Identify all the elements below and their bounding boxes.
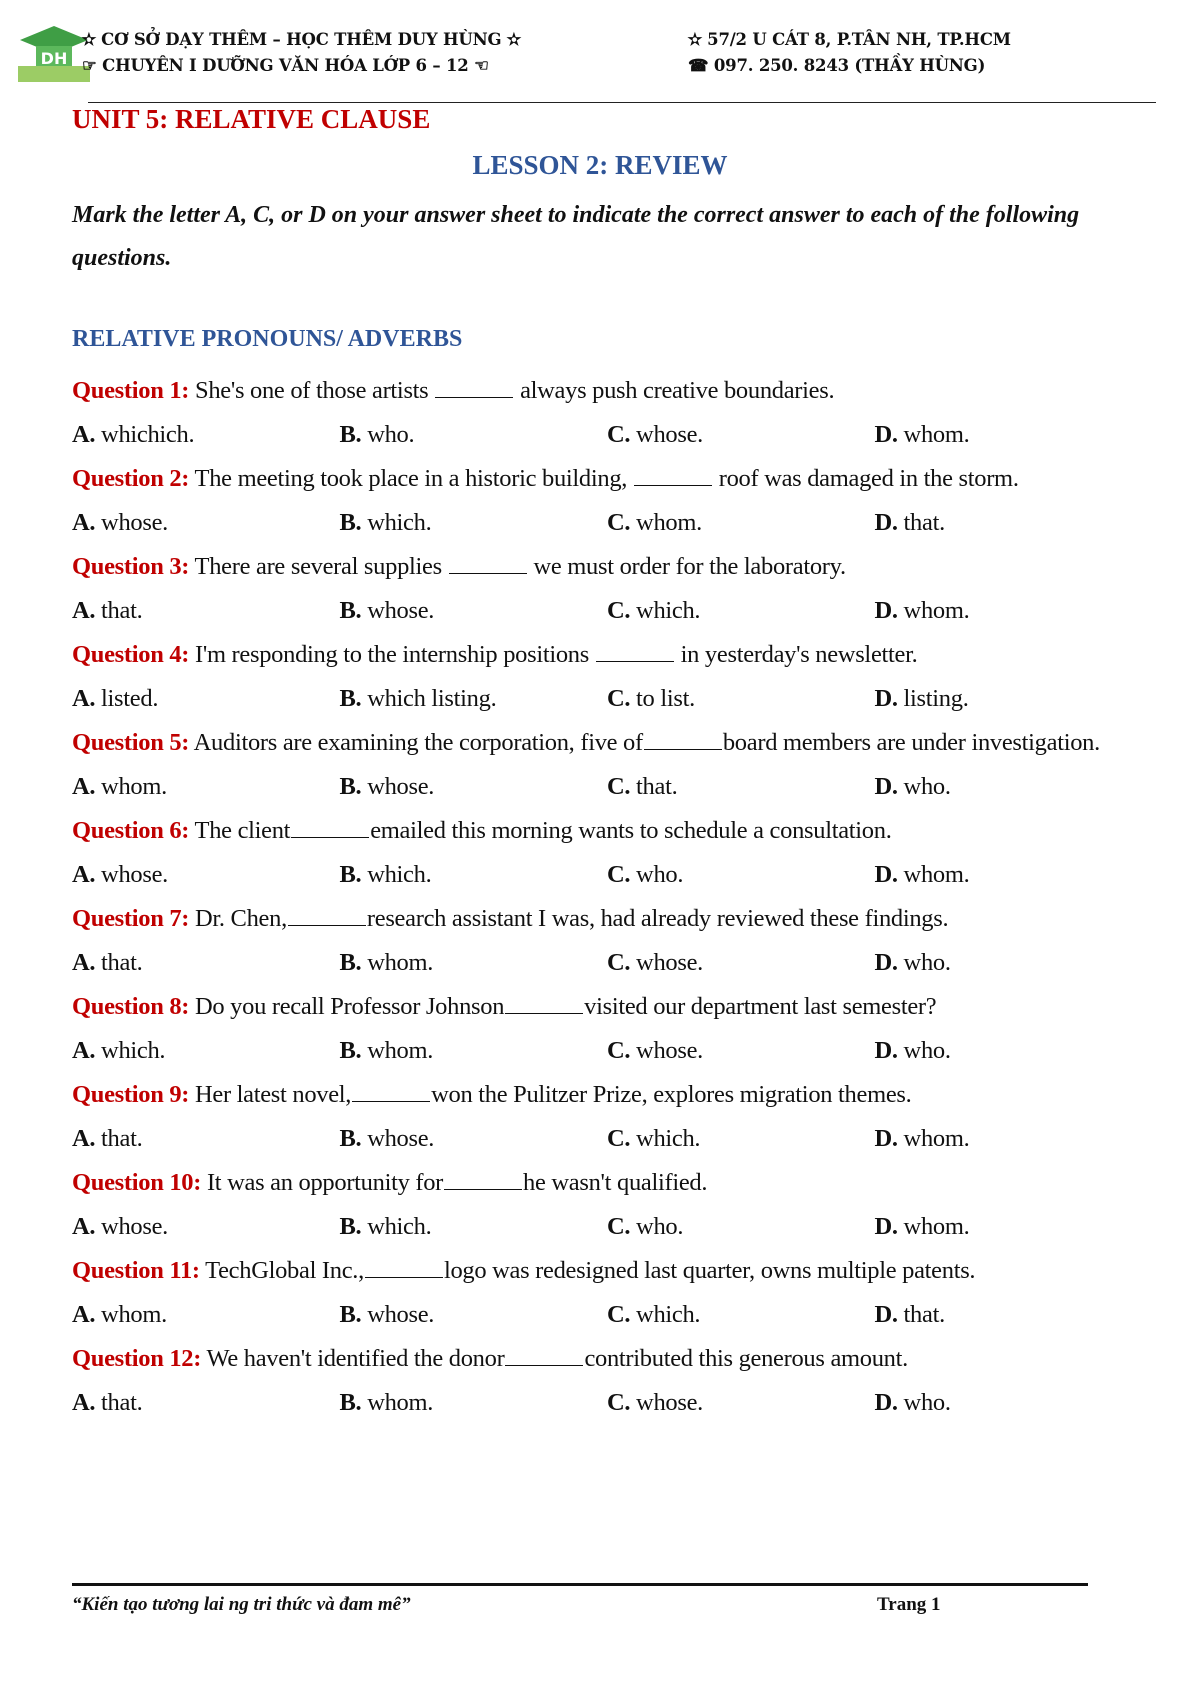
question-item xyxy=(72,721,1142,809)
question-item xyxy=(72,1337,1142,1425)
question-label: Question 2: xyxy=(72,465,190,492)
answer-blank xyxy=(505,1345,583,1366)
option-text: whom. xyxy=(903,1213,970,1240)
option-letter: A. xyxy=(72,1037,96,1064)
answer-option[interactable] xyxy=(72,677,340,721)
answer-options xyxy=(72,1117,1142,1161)
answer-options xyxy=(72,413,1142,457)
option-letter: A. xyxy=(72,509,96,536)
option-letter: A. xyxy=(72,1301,96,1328)
option-text: that. xyxy=(101,597,143,624)
option-text: whom. xyxy=(903,861,970,888)
question-item xyxy=(72,633,1142,721)
option-letter: B. xyxy=(339,861,362,888)
answer-option[interactable] xyxy=(875,413,1143,457)
footer-divider xyxy=(72,1583,1088,1586)
question-stem-after: research assistant I was, had already reviewed these findings. xyxy=(366,905,949,932)
option-letter: A. xyxy=(72,421,96,448)
question-stem-after: board members are under investigation. xyxy=(722,729,1100,756)
option-text: which. xyxy=(636,597,701,624)
option-letter: B. xyxy=(339,1301,362,1328)
answer-blank xyxy=(288,905,366,926)
answer-option[interactable] xyxy=(72,941,340,985)
answer-option[interactable] xyxy=(72,765,340,809)
option-letter: C. xyxy=(607,1125,631,1152)
option-text: who. xyxy=(903,1389,951,1416)
question-stem-before: The client xyxy=(189,817,291,844)
option-text: whose. xyxy=(367,773,435,800)
answer-option[interactable] xyxy=(72,1205,340,1249)
option-text: listing. xyxy=(903,685,969,712)
answer-options xyxy=(72,677,1142,721)
answer-option[interactable] xyxy=(340,1381,608,1425)
option-letter: B. xyxy=(339,1037,362,1064)
answer-option[interactable] xyxy=(340,1117,608,1161)
option-letter: A. xyxy=(72,685,96,712)
question-item xyxy=(72,545,1142,633)
unit-title: UNIT 5: RELATIVE CLAUSE xyxy=(72,104,431,134)
option-text: who. xyxy=(636,861,684,888)
question-list xyxy=(72,369,1142,1425)
answer-option[interactable] xyxy=(340,1293,608,1337)
answer-option[interactable] xyxy=(607,589,875,633)
question-text xyxy=(72,1161,1142,1205)
question-stem-before: Her latest novel, xyxy=(189,1081,352,1108)
option-text: that. xyxy=(101,1389,143,1416)
answer-option[interactable] xyxy=(72,1293,340,1337)
option-text: who. xyxy=(903,773,951,800)
option-letter: C. xyxy=(607,861,631,888)
answer-option[interactable] xyxy=(72,589,340,633)
answer-options xyxy=(72,853,1142,897)
answer-blank xyxy=(596,641,674,662)
answer-option[interactable] xyxy=(875,853,1143,897)
answer-blank xyxy=(644,729,722,750)
answer-blank xyxy=(444,1169,522,1190)
option-letter: A. xyxy=(72,597,96,624)
option-letter: D. xyxy=(874,1037,898,1064)
answer-option[interactable] xyxy=(607,853,875,897)
option-letter: C. xyxy=(607,509,631,536)
answer-blank xyxy=(505,993,583,1014)
question-stem-before: We haven't identified the donor xyxy=(201,1345,505,1372)
option-letter: D. xyxy=(874,1301,898,1328)
option-letter: A. xyxy=(72,1389,96,1416)
answer-option[interactable] xyxy=(72,853,340,897)
option-text: whom. xyxy=(367,1389,434,1416)
question-text xyxy=(72,721,1142,765)
question-item xyxy=(72,985,1142,1073)
option-text: whose. xyxy=(636,421,703,448)
option-text: which. xyxy=(636,1301,701,1328)
option-text: whose. xyxy=(101,509,168,536)
answer-option[interactable] xyxy=(607,677,875,721)
answer-option[interactable] xyxy=(875,1205,1143,1249)
option-text: whose. xyxy=(367,597,435,624)
option-letter: D. xyxy=(874,685,898,712)
option-text: that. xyxy=(101,949,143,976)
option-letter: C. xyxy=(607,1389,631,1416)
answer-option[interactable] xyxy=(340,765,608,809)
option-letter: D. xyxy=(874,1213,898,1240)
option-letter: B. xyxy=(339,1125,362,1152)
instruction-text: Mark the letter A, C, or D on your answer sheet to indicate the correct answer to each of the following questions. xyxy=(72,202,1080,271)
question-stem-after: contributed this generous amount. xyxy=(584,1345,908,1372)
answer-option[interactable] xyxy=(607,1029,875,1073)
answer-option[interactable] xyxy=(72,501,340,545)
option-text: who. xyxy=(367,421,415,448)
answer-option[interactable] xyxy=(607,1205,875,1249)
question-text xyxy=(72,897,1142,941)
question-text xyxy=(72,1073,1142,1117)
question-label: Question 12: xyxy=(72,1345,202,1372)
option-text: which. xyxy=(367,861,432,888)
question-item xyxy=(72,1249,1142,1337)
option-letter: B. xyxy=(339,773,362,800)
answer-options xyxy=(72,765,1142,809)
answer-option[interactable] xyxy=(607,941,875,985)
answer-options xyxy=(72,1029,1142,1073)
option-text: listed. xyxy=(101,685,159,712)
question-label: Question 9: xyxy=(72,1081,190,1108)
question-stem-after: we must order for the laboratory. xyxy=(527,553,846,580)
answer-option[interactable] xyxy=(875,1293,1143,1337)
option-text: whose. xyxy=(101,861,168,888)
option-text: which. xyxy=(367,1213,432,1240)
option-text: whose. xyxy=(367,1125,435,1152)
logo-icon xyxy=(18,22,90,84)
option-letter: C. xyxy=(607,1037,631,1064)
option-text: whose. xyxy=(636,949,703,976)
option-letter: B. xyxy=(339,1389,362,1416)
question-item xyxy=(72,369,1142,457)
option-text: that. xyxy=(903,1301,945,1328)
option-letter: B. xyxy=(339,685,362,712)
question-stem-before: There are several supplies xyxy=(189,553,448,580)
question-stem-after: visited our department last semester? xyxy=(584,993,937,1020)
question-text xyxy=(72,809,1142,853)
answer-option[interactable] xyxy=(875,941,1143,985)
option-letter: D. xyxy=(874,509,898,536)
option-letter: C. xyxy=(607,949,631,976)
lesson-title: LESSON 2: REVIEW xyxy=(472,150,728,180)
question-label: Question 10: xyxy=(72,1169,202,1196)
answer-option[interactable] xyxy=(607,413,875,457)
option-text: whom. xyxy=(636,509,702,536)
question-stem-before: She's one of those artists xyxy=(189,377,435,404)
option-letter: B. xyxy=(339,597,362,624)
question-label: Question 8: xyxy=(72,993,190,1020)
question-label: Question 3: xyxy=(72,553,190,580)
option-letter: A. xyxy=(72,1125,96,1152)
answer-option[interactable] xyxy=(340,1029,608,1073)
question-text xyxy=(72,985,1142,1029)
answer-option[interactable] xyxy=(72,1117,340,1161)
option-letter: B. xyxy=(339,949,362,976)
header-center-name: ✫ CƠ SỞ DẠY THÊM – HỌC THÊM DUY HÙNG ✫ xyxy=(82,30,521,49)
answer-option[interactable] xyxy=(875,501,1143,545)
option-text: whose. xyxy=(636,1037,703,1064)
question-item xyxy=(72,809,1142,897)
option-text: that. xyxy=(636,773,678,800)
option-letter: C. xyxy=(607,421,631,448)
answer-option[interactable] xyxy=(875,765,1143,809)
answer-option[interactable] xyxy=(875,1029,1143,1073)
question-stem-after: always push creative boundaries. xyxy=(514,377,835,404)
answer-option[interactable] xyxy=(875,1117,1143,1161)
page-header xyxy=(18,22,1138,84)
question-label: Question 4: xyxy=(72,641,190,668)
section-title: RELATIVE PRONOUNS/ ADVERBS xyxy=(72,326,463,352)
option-text: which. xyxy=(101,1037,166,1064)
option-letter: D. xyxy=(874,597,898,624)
question-text xyxy=(72,1249,1142,1293)
answer-blank xyxy=(352,1081,430,1102)
option-text: whose. xyxy=(636,1389,703,1416)
option-text: whom. xyxy=(367,1037,434,1064)
option-text: whom. xyxy=(367,949,434,976)
answer-option[interactable] xyxy=(607,1381,875,1425)
question-stem-after: he wasn't qualified. xyxy=(523,1169,708,1196)
answer-options xyxy=(72,1381,1142,1425)
option-letter: B. xyxy=(339,509,362,536)
option-letter: C. xyxy=(607,773,631,800)
option-letter: D. xyxy=(874,421,898,448)
answer-blank xyxy=(435,377,513,398)
answer-option[interactable] xyxy=(607,1293,875,1337)
question-stem-after: in yesterday's newsletter. xyxy=(674,641,918,668)
answer-options xyxy=(72,501,1142,545)
option-text: to list. xyxy=(636,685,695,712)
option-letter: D. xyxy=(874,949,898,976)
answer-options xyxy=(72,1293,1142,1337)
option-text: that. xyxy=(101,1125,143,1152)
option-letter: A. xyxy=(72,1213,96,1240)
answer-option[interactable] xyxy=(72,1381,340,1425)
answer-blank xyxy=(365,1257,443,1278)
option-letter: B. xyxy=(339,421,362,448)
answer-blank xyxy=(634,465,712,486)
option-text: whose. xyxy=(367,1301,435,1328)
question-stem-after: emailed this morning wants to schedule a consultation. xyxy=(370,817,892,844)
question-label: Question 1: xyxy=(72,377,190,404)
footer-quote: “Kiến tạo tương lai ng tri thức và đam mê” xyxy=(72,1594,411,1615)
question-stem-after: logo was redesigned last quarter, owns multiple patents. xyxy=(443,1257,976,1284)
question-label: Question 7: xyxy=(72,905,190,932)
option-letter: C. xyxy=(607,597,631,624)
question-stem-before: It was an opportunity for xyxy=(201,1169,444,1196)
option-text: that. xyxy=(903,509,945,536)
header-address: ✫ 57/2 U CÁT 8, P.TÂN NH, TP.HCM xyxy=(688,30,1011,49)
answer-option[interactable] xyxy=(607,765,875,809)
question-stem-before: I'm responding to the internship positions xyxy=(189,641,595,668)
answer-option[interactable] xyxy=(875,589,1143,633)
option-letter: D. xyxy=(874,1389,898,1416)
answer-option[interactable] xyxy=(340,501,608,545)
option-letter: A. xyxy=(72,949,96,976)
answer-option[interactable] xyxy=(340,853,608,897)
answer-options xyxy=(72,941,1142,985)
option-letter: C. xyxy=(607,685,631,712)
option-letter: C. xyxy=(607,1213,631,1240)
question-stem-before: TechGlobal Inc., xyxy=(199,1257,364,1284)
option-text: which listing. xyxy=(367,685,497,712)
question-stem-after: won the Pulitzer Prize, explores migration themes. xyxy=(431,1081,912,1108)
option-letter: C. xyxy=(607,1301,631,1328)
question-stem-before: The meeting took place in a historic building, xyxy=(189,465,633,492)
option-text: who. xyxy=(903,1037,951,1064)
logo-text: DH xyxy=(40,49,68,68)
option-text: whom. xyxy=(903,597,970,624)
answer-option[interactable] xyxy=(875,677,1143,721)
question-item xyxy=(72,1161,1142,1249)
answer-option[interactable] xyxy=(607,501,875,545)
header-phone: ☎ 097. 250. 8243 (THẦY HÙNG) xyxy=(688,56,986,75)
option-text: whom. xyxy=(903,1125,970,1152)
question-item xyxy=(72,1073,1142,1161)
option-text: which. xyxy=(367,509,432,536)
option-text: who. xyxy=(636,1213,684,1240)
answer-option[interactable] xyxy=(340,941,608,985)
answer-options xyxy=(72,589,1142,633)
answer-option[interactable] xyxy=(72,1029,340,1073)
option-text: whom. xyxy=(903,421,970,448)
question-item xyxy=(72,897,1142,985)
question-text xyxy=(72,633,1142,677)
option-text: which. xyxy=(636,1125,701,1152)
option-letter: D. xyxy=(874,1125,898,1152)
header-divider xyxy=(88,102,1156,103)
answer-blank xyxy=(291,817,369,838)
option-text: whose. xyxy=(101,1213,168,1240)
question-label: Question 5: xyxy=(72,729,190,756)
answer-option[interactable] xyxy=(72,413,340,457)
option-letter: D. xyxy=(874,773,898,800)
answer-options xyxy=(72,1205,1142,1249)
question-stem-after: roof was damaged in the storm. xyxy=(712,465,1019,492)
question-item xyxy=(72,457,1142,545)
header-subtitle: ☞ CHUYÊN I DƯỠNG VĂN HÓA LỚP 6 – 12 ☜ xyxy=(82,56,489,75)
answer-blank xyxy=(449,553,527,574)
option-text: who. xyxy=(903,949,951,976)
answer-option[interactable] xyxy=(340,677,608,721)
option-letter: A. xyxy=(72,861,96,888)
answer-option[interactable] xyxy=(875,1381,1143,1425)
question-stem-before: Dr. Chen, xyxy=(189,905,287,932)
question-stem-before: Auditors are examining the corporation, five of xyxy=(189,729,643,756)
question-text xyxy=(72,545,1142,589)
answer-option[interactable] xyxy=(340,589,608,633)
answer-option[interactable] xyxy=(340,1205,608,1249)
question-label: Question 11: xyxy=(72,1257,200,1284)
answer-option[interactable] xyxy=(340,413,608,457)
page-number: Trang 1 xyxy=(877,1594,941,1615)
option-text: whom. xyxy=(101,1301,167,1328)
option-letter: B. xyxy=(339,1213,362,1240)
question-text xyxy=(72,369,1142,413)
answer-option[interactable] xyxy=(607,1117,875,1161)
question-label: Question 6: xyxy=(72,817,190,844)
option-text: whichich. xyxy=(101,421,195,448)
option-letter: A. xyxy=(72,773,96,800)
question-text xyxy=(72,457,1142,501)
option-text: whom. xyxy=(101,773,167,800)
question-text xyxy=(72,1337,1142,1381)
option-letter: D. xyxy=(874,861,898,888)
question-stem-before: Do you recall Professor Johnson xyxy=(189,993,505,1020)
